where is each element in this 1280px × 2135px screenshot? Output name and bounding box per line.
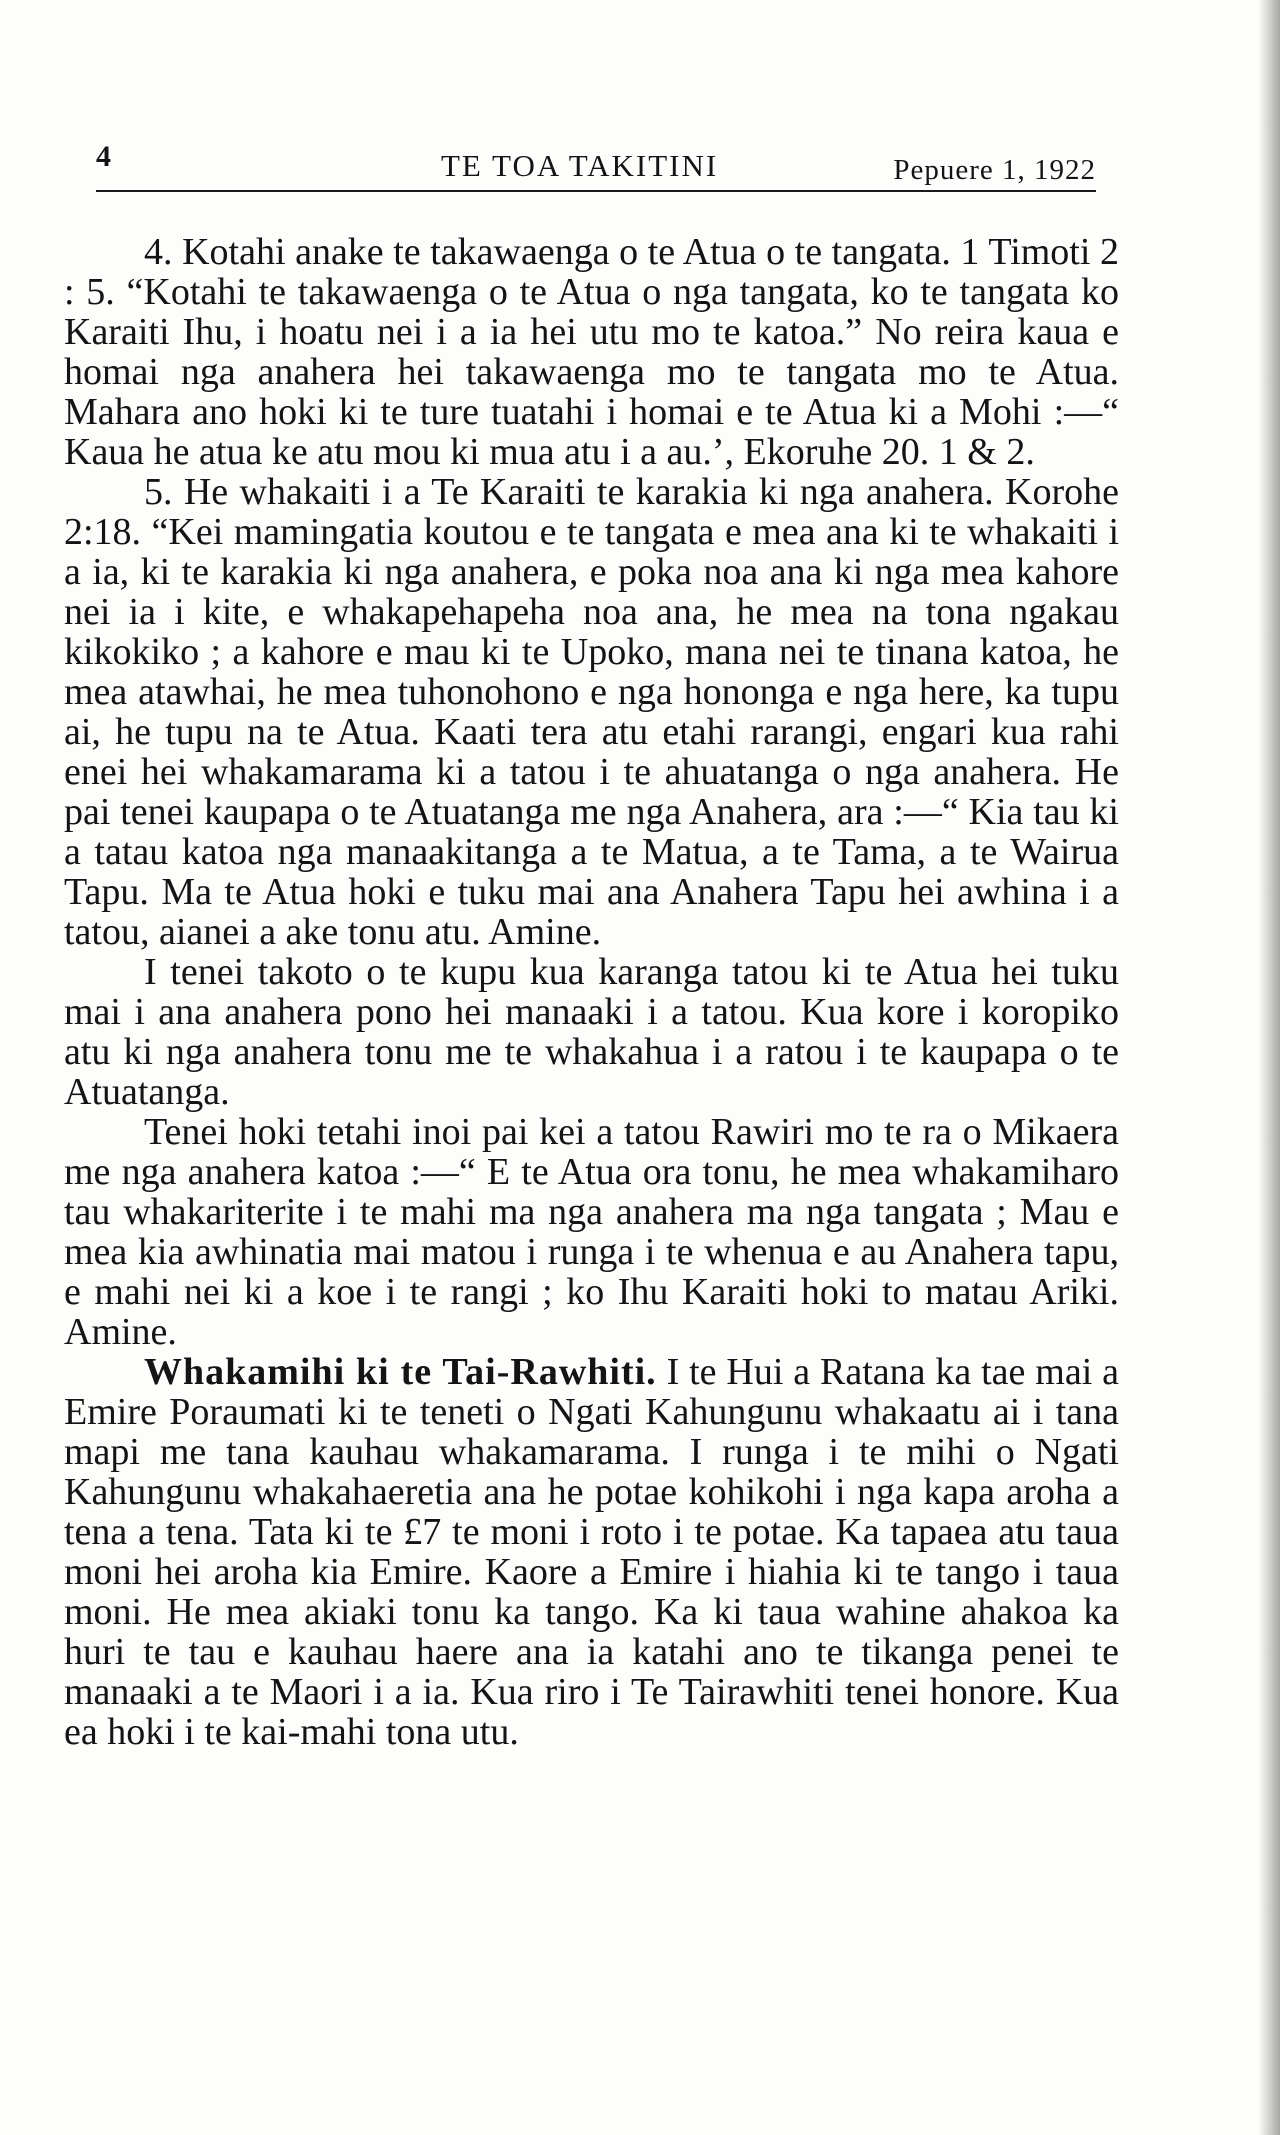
paragraph-tai-rawhiti [64, 1352, 1119, 1752]
paragraph-text: Tenei hoki tetahi inoi pai kei a tatou Rawiri mo te ra o Mikaera me nga anahera katoa :—“ E te Atua ora tonu, he mea whakamiharo tau whakariterite i te mahi ma nga anahera ma nga tangata ; Mau e mea kia awhinatia mai matou i runga i te whenua e au Anahera tapu, e mahi nei ki a koe i te rangi ; ko Ihu Karaiti hoki to matau Ariki. Amine. [64, 1111, 1119, 1353]
section-heading: Whakamihi ki te Tai-Rawhiti. [144, 1351, 657, 1393]
paragraph-text: I tenei takoto o te kupu kua karanga tatou ki te Atua hei tuku mai i ana anahera pono hei manaaki i a tatou. Kua kore i koropiko atu ki nga anahera tonu me te whakahua i a ratou i te kaupapa o te Atuatanga. [64, 951, 1119, 1113]
page-header [96, 140, 1096, 192]
article-body [64, 232, 1119, 1752]
running-title: TE TOA TAKITINI [441, 148, 719, 183]
paragraph-text: 4. Kotahi anake te takawaenga o te Atua o te tangata. 1 Timoti 2 : 5. “Kotahi te takawaenga o te Atua o nga tangata, ko te tangata ko Karaiti Ihu, i hoatu nei i a ia hei utu mo te katoa.” No reira kaua e homai nga anahera hei takawaenga mo te tangata mo te Atua. Mahara ano hoki ki te ture tuatahi i homai e te Atua ki a Mohi :—“ Kaua he atua ke atu mou ki mua atu i a au.’, Ekoruhe 20. 1 & 2. [64, 231, 1119, 473]
scan-edge-shadow [1258, 0, 1280, 2135]
paragraph-angels-worship [64, 472, 1119, 952]
paragraph-text: 5. He whakaiti i a Te Karaiti te karakia ki nga anahera. Korohe 2:18. “Kei mamingatia koutou e te tangata e mea ana ki te whakaiti i a ia, ki te karakia ki nga anahera, e poka noa ana ki nga mea kahore nei ia i kite, e whakapehapeha noa ana, he mea na tona ngakau kikokiko ; a kahore e mau ki te Upoko, mana nei te tinana katoa, he mea atawhai, he mea tuhonohono e nga hononga e nga here, ka tupu ai, he tupu na te Atua. Kaati tera atu etahi rarangi, engari kua rahi enei hei whakamarama ki a tatou i te ahuatanga o nga anahera. He pai tenei kaupapa o te Atuatanga me nga Anahera, ara :—“ Kia tau ki a tatau katoa nga manaakitanga a te Matua, a te Tama, a te Wairua Tapu. Ma te Atua hoki e tuku mai ana Anahera Tapu hei awhina i a tatou, aianei a ake tonu atu. Amine. [64, 471, 1119, 953]
paragraph-prayer [64, 1112, 1119, 1352]
paragraph-mediator [64, 232, 1119, 472]
issue-date: Pepuere 1, 1922 [893, 154, 1096, 186]
paragraph-calling-angels [64, 952, 1119, 1112]
page-number: 4 [96, 140, 111, 173]
paragraph-text: I te Hui a Ratana ka tae mai a Emire Poraumati ki te teneti o Ngati Kahungunu whakaatu ai i tana mapi me tana kauhau whakamarama. I runga i te mihi o Ngati Kahungunu whakahaeretia ana he potae kohikohi i nga kapa aroha a tena a tena. Tata ki te £7 te moni i roto i te potae. Ka tapaea atu taua moni hei aroha kia Emire. Kaore a Emire i hiahia ki te tango i taua moni. He mea akiaki tonu ka tango. Ka ki taua wahine ahakoa ka huri te tau e kauhau haere ana ia katahi ano te tikanga penei te manaaki a te Maori i a ia. Kua riro i Te Tairawhiti tenei honore. Kua ea hoki i te kai-mahi tona utu. [64, 1351, 1120, 1753]
